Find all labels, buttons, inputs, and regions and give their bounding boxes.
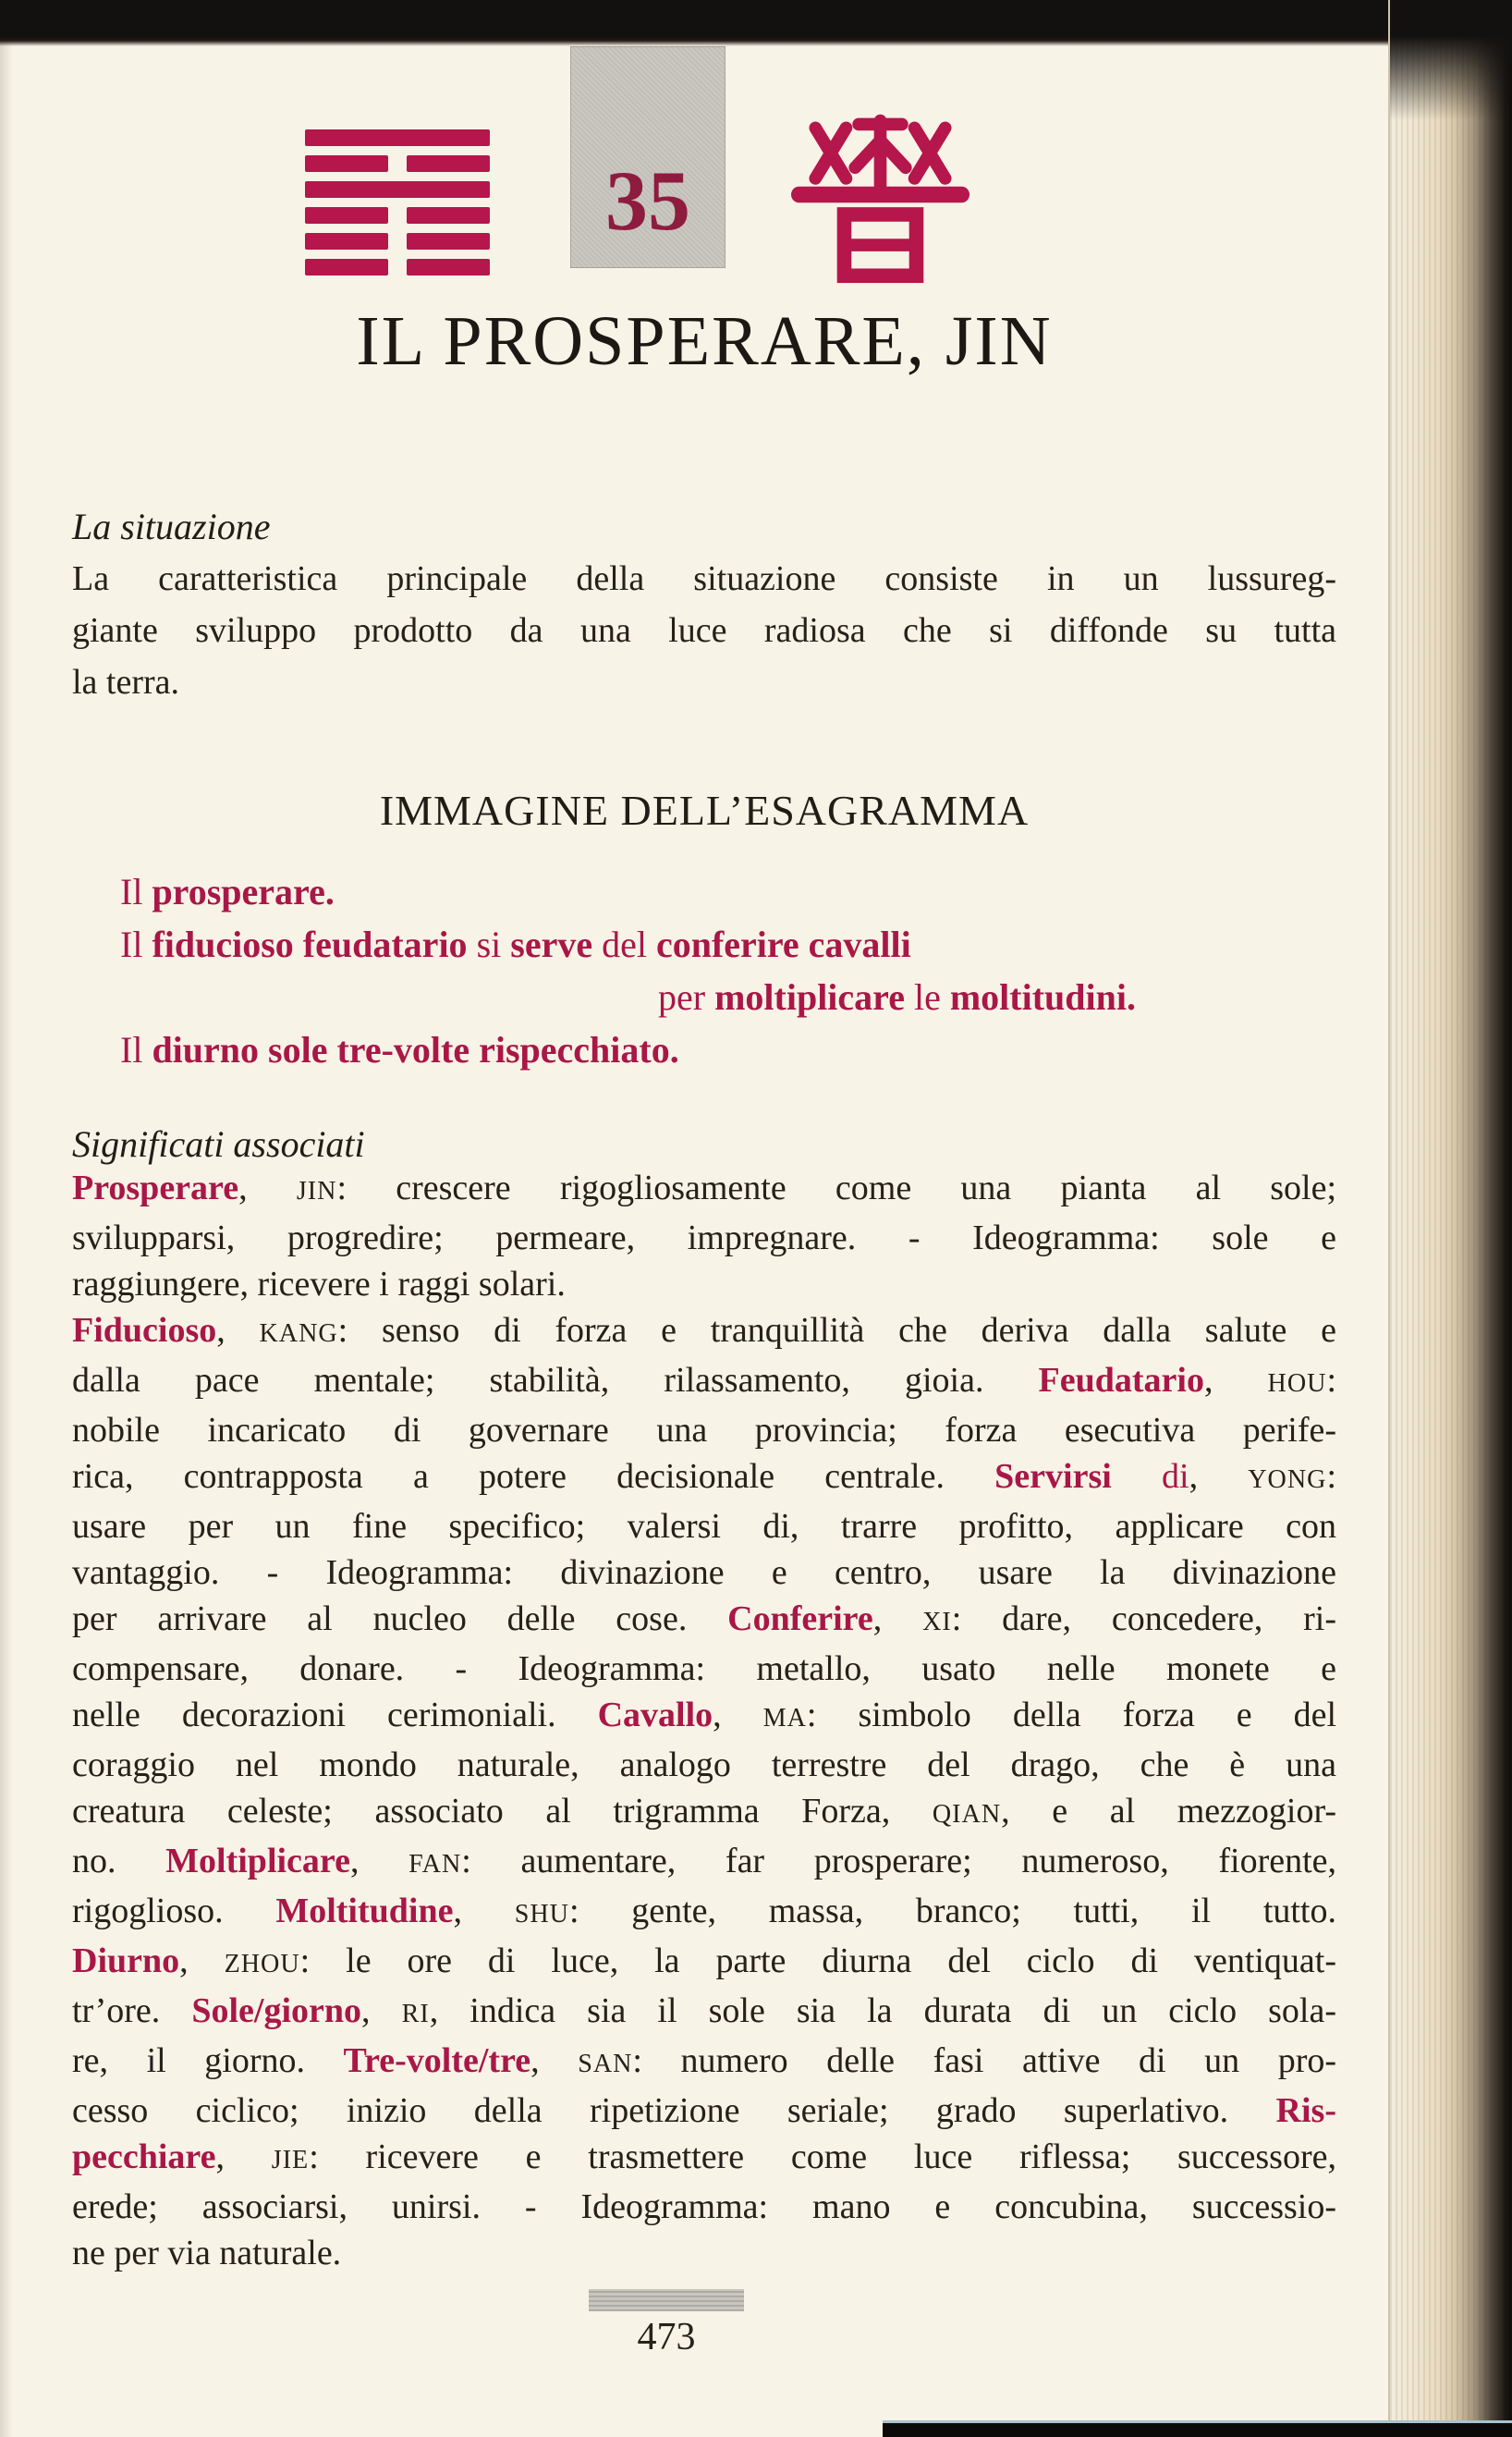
text-segment: :: [1326, 1457, 1337, 1496]
text-segment: : numero delle fasi attive di un pro-: [632, 2041, 1337, 2080]
text-segment: : aumentare, far prosperare; numeroso, fiorente,: [461, 1842, 1337, 1880]
text-line: [72, 605, 1336, 656]
text-segment: diurno sole tre-volte rispecchiato.: [152, 1029, 679, 1071]
hexagram-number-box: [570, 46, 726, 268]
text-segment: FAN: [408, 1850, 462, 1879]
hexagram-line-segment: [305, 207, 388, 224]
text-segment: creatura celeste; associato al trigramma Forza,: [72, 1792, 933, 1831]
text-segment: QIAN: [932, 1800, 1002, 1829]
text-segment: , indica sia il sole sia la durata di un ciclo sola-: [429, 1991, 1337, 2030]
text-segment: : simbolo della forza e del: [806, 1696, 1336, 1734]
text-line: [72, 2184, 1336, 2230]
text-line: [72, 2230, 1336, 2276]
text-segment: prosperare.: [152, 871, 335, 912]
text-segment: re, il giorno.: [72, 2041, 344, 2080]
text-segment: no.: [72, 1842, 166, 1880]
text-segment: , e al mezzogior-: [1001, 1792, 1336, 1831]
text-segment: : dare, concedere, ri-: [951, 1599, 1336, 1638]
text-segment: moltiplicare: [714, 976, 905, 1018]
text-segment: ,: [1189, 1457, 1249, 1496]
text-segment: : senso di forza e tranquillità che deriva dalla salute e: [337, 1311, 1336, 1350]
text-line: [72, 1988, 1336, 2038]
text-segment: Moltitudine: [275, 1892, 454, 1930]
jin-ideogram-icon: [790, 100, 970, 289]
footer-divider-bar: [589, 2289, 744, 2311]
text-line: [120, 918, 1322, 971]
text-line: [72, 2088, 1336, 2134]
text-segment: ,: [872, 1599, 923, 1638]
text-line: [72, 1646, 1336, 1692]
text-line: [72, 1838, 1336, 1888]
text-line: [72, 1215, 1336, 1261]
text-segment: : le ore di luce, la parte diurna del ciclo di ventiquat-: [299, 1941, 1337, 1980]
text-line: [72, 1453, 1336, 1503]
text-segment: ,: [179, 1941, 225, 1980]
text-segment: Cavallo: [597, 1696, 713, 1734]
text-segment: ZHOU: [224, 1950, 300, 1978]
text-segment: rigoglioso.: [72, 1892, 276, 1930]
text-segment: ,: [453, 1892, 515, 1930]
hexagram-line-segment: [305, 233, 388, 250]
text-segment: ,: [215, 2137, 272, 2176]
text-segment: tr’ore.: [72, 1991, 192, 2030]
text-segment: usare per un fine specifico; valersi di, trarre profitto, applicare con: [72, 1507, 1336, 1546]
page-title: IL PROSPERARE, JIN: [356, 302, 1053, 380]
text-segment: Fiducioso: [72, 1311, 217, 1350]
text-segment: moltitudini.: [949, 976, 1136, 1018]
hexagram-line-segment: [407, 259, 490, 276]
page-number: 473: [637, 2316, 696, 2358]
text-segment: fiducioso feudatario: [152, 924, 468, 965]
text-line: [120, 971, 1322, 1023]
text-line: [72, 1307, 1336, 1357]
text-segment: nelle decorazioni cerimoniali.: [72, 1696, 598, 1734]
text-segment: ,: [1203, 1361, 1268, 1400]
hexagram-broken-line: [305, 259, 490, 276]
text-segment: del: [592, 924, 656, 965]
text-line: [72, 1407, 1336, 1453]
text-line: [72, 1503, 1336, 1549]
text-segment: SAN: [578, 2050, 633, 2078]
hexagram-line-segment: [305, 259, 388, 276]
hexagram-broken-line: [305, 155, 490, 172]
hexagram-broken-line: [305, 207, 490, 224]
text-segment: JIN: [296, 1177, 337, 1206]
scan-bottom-edge: [883, 2420, 1512, 2437]
text-segment: cesso ciclico; inizio della ripetizione seriale; grado superlativo.: [72, 2091, 1276, 2130]
text-segment: dalla pace mentale; stabilità, rilassamento, gioia.: [72, 1361, 1039, 1400]
text-line: [72, 1742, 1336, 1788]
text-segment: La caratteristica principale della situazione consiste in un lussureg-: [72, 559, 1336, 598]
section-heading-immagine-esagramma: IMMAGINE DELL’ESAGRAMMA: [379, 787, 1030, 834]
section-heading-la-situazione: La situazione: [72, 506, 271, 547]
text-segment: Conferire: [727, 1599, 873, 1638]
text-segment: Servirsi: [994, 1457, 1112, 1496]
text-segment: ,: [530, 2041, 579, 2080]
text-segment: Il: [120, 871, 152, 912]
text-segment: ,: [361, 1991, 402, 2030]
text-line: [72, 553, 1336, 605]
hexagram-line-segment: [407, 155, 490, 172]
text-line: [72, 1938, 1336, 1988]
text-segment: ,: [349, 1842, 409, 1880]
hexagram-line-segment: [305, 155, 388, 172]
situazione-paragraph: [72, 553, 1336, 708]
text-segment: nobile incaricato di governare una provincia; forza esecutiva perife-: [72, 1411, 1336, 1450]
scan-top-edge: [0, 0, 1512, 46]
text-segment: SHU: [514, 1900, 569, 1929]
text-segment: la terra.: [72, 663, 180, 702]
hexagram-line-segment: [407, 207, 490, 224]
text-line: [72, 1888, 1336, 1938]
text-segment: Feudatario: [1038, 1361, 1204, 1400]
text-segment: erede; associarsi, unirsi. - Ideogramma: mano e concubina, successio-: [72, 2187, 1336, 2226]
text-segment: ,: [713, 1696, 763, 1734]
text-segment: giante sviluppo prodotto da una luce radiosa che si diffonde su tutta: [72, 611, 1336, 650]
text-segment: si: [467, 924, 511, 965]
text-segment: MA: [762, 1704, 807, 1733]
text-line: [120, 865, 1322, 918]
text-line: [72, 1261, 1336, 1307]
text-line: [72, 1357, 1336, 1407]
text-segment: le: [904, 976, 950, 1018]
text-segment: di: [1111, 1457, 1189, 1496]
text-segment: XI: [922, 1608, 952, 1636]
text-line: [72, 2038, 1336, 2088]
text-segment: ,: [238, 1169, 297, 1207]
text-line: [72, 1165, 1336, 1215]
text-segment: Ris-: [1275, 2091, 1336, 2130]
text-segment: : ricevere e trasmettere come luce riflessa; successore,: [309, 2137, 1336, 2176]
text-segment: per: [658, 976, 715, 1018]
text-segment: Moltiplicare: [165, 1842, 350, 1880]
text-segment: KANG: [259, 1319, 338, 1348]
text-segment: YONG: [1248, 1465, 1327, 1494]
significati-paragraph: [72, 1165, 1336, 2276]
text-segment: Tre-volte/tre: [343, 2041, 531, 2080]
text-segment: Il: [120, 924, 152, 965]
hexagram-line-segment: [407, 233, 490, 250]
hexagram-broken-line: [305, 233, 490, 250]
text-line: [72, 1549, 1336, 1596]
text-segment: Diurno: [72, 1941, 180, 1980]
text-segment: Sole/giorno: [191, 1991, 362, 2030]
text-segment: pecchiare: [72, 2137, 216, 2176]
text-segment: RI: [401, 2000, 430, 2028]
section-heading-significati: Significati associati: [72, 1123, 365, 1165]
text-segment: svilupparsi, progredire; permeare, impregnare. - Ideogramma: sole e: [72, 1218, 1336, 1257]
text-line: [72, 1788, 1336, 1838]
text-segment: raggiungere, ricevere i raggi solari.: [72, 1265, 566, 1304]
hexagram-image-verses: [120, 865, 1322, 1076]
text-segment: : crescere rigogliosamente come una pianta al sole;: [336, 1169, 1337, 1207]
text-segment: vantaggio. - Ideogramma: divinazione e centro, usare la divinazione: [72, 1553, 1336, 1592]
text-line: [120, 1023, 1322, 1076]
text-segment: serve: [510, 924, 593, 965]
text-segment: Il: [120, 1029, 152, 1071]
book-page-stack-edge: [1388, 0, 1512, 2437]
text-segment: JIE: [271, 2146, 310, 2174]
text-line: [72, 1596, 1336, 1646]
text-segment: Prosperare: [72, 1169, 239, 1207]
hexagram-solid-line: [305, 181, 490, 198]
text-segment: HOU: [1267, 1369, 1327, 1398]
text-line: [72, 1692, 1336, 1742]
text-segment: : gente, massa, branco; tutti, il tutto.: [568, 1892, 1336, 1930]
text-segment: rica, contrapposta a potere decisionale centrale.: [72, 1457, 995, 1496]
hexagram-35-icon: [305, 129, 490, 285]
text-segment: coraggio nel mondo naturale, analogo terrestre del drago, che è una: [72, 1745, 1336, 1784]
text-segment: ,: [216, 1311, 260, 1350]
hexagram-solid-line: [305, 129, 490, 146]
hexagram-number: 35: [605, 153, 690, 248]
text-segment: ne per via naturale.: [72, 2234, 342, 2272]
text-segment: per arrivare al nucleo delle cose.: [72, 1599, 728, 1638]
text-line: [72, 656, 1336, 708]
text-segment: conferire cavalli: [655, 924, 911, 965]
text-segment: compensare, donare. - Ideogramma: metallo, usato nelle monete e: [72, 1649, 1336, 1688]
text-segment: :: [1326, 1361, 1337, 1400]
text-line: [72, 2134, 1336, 2184]
